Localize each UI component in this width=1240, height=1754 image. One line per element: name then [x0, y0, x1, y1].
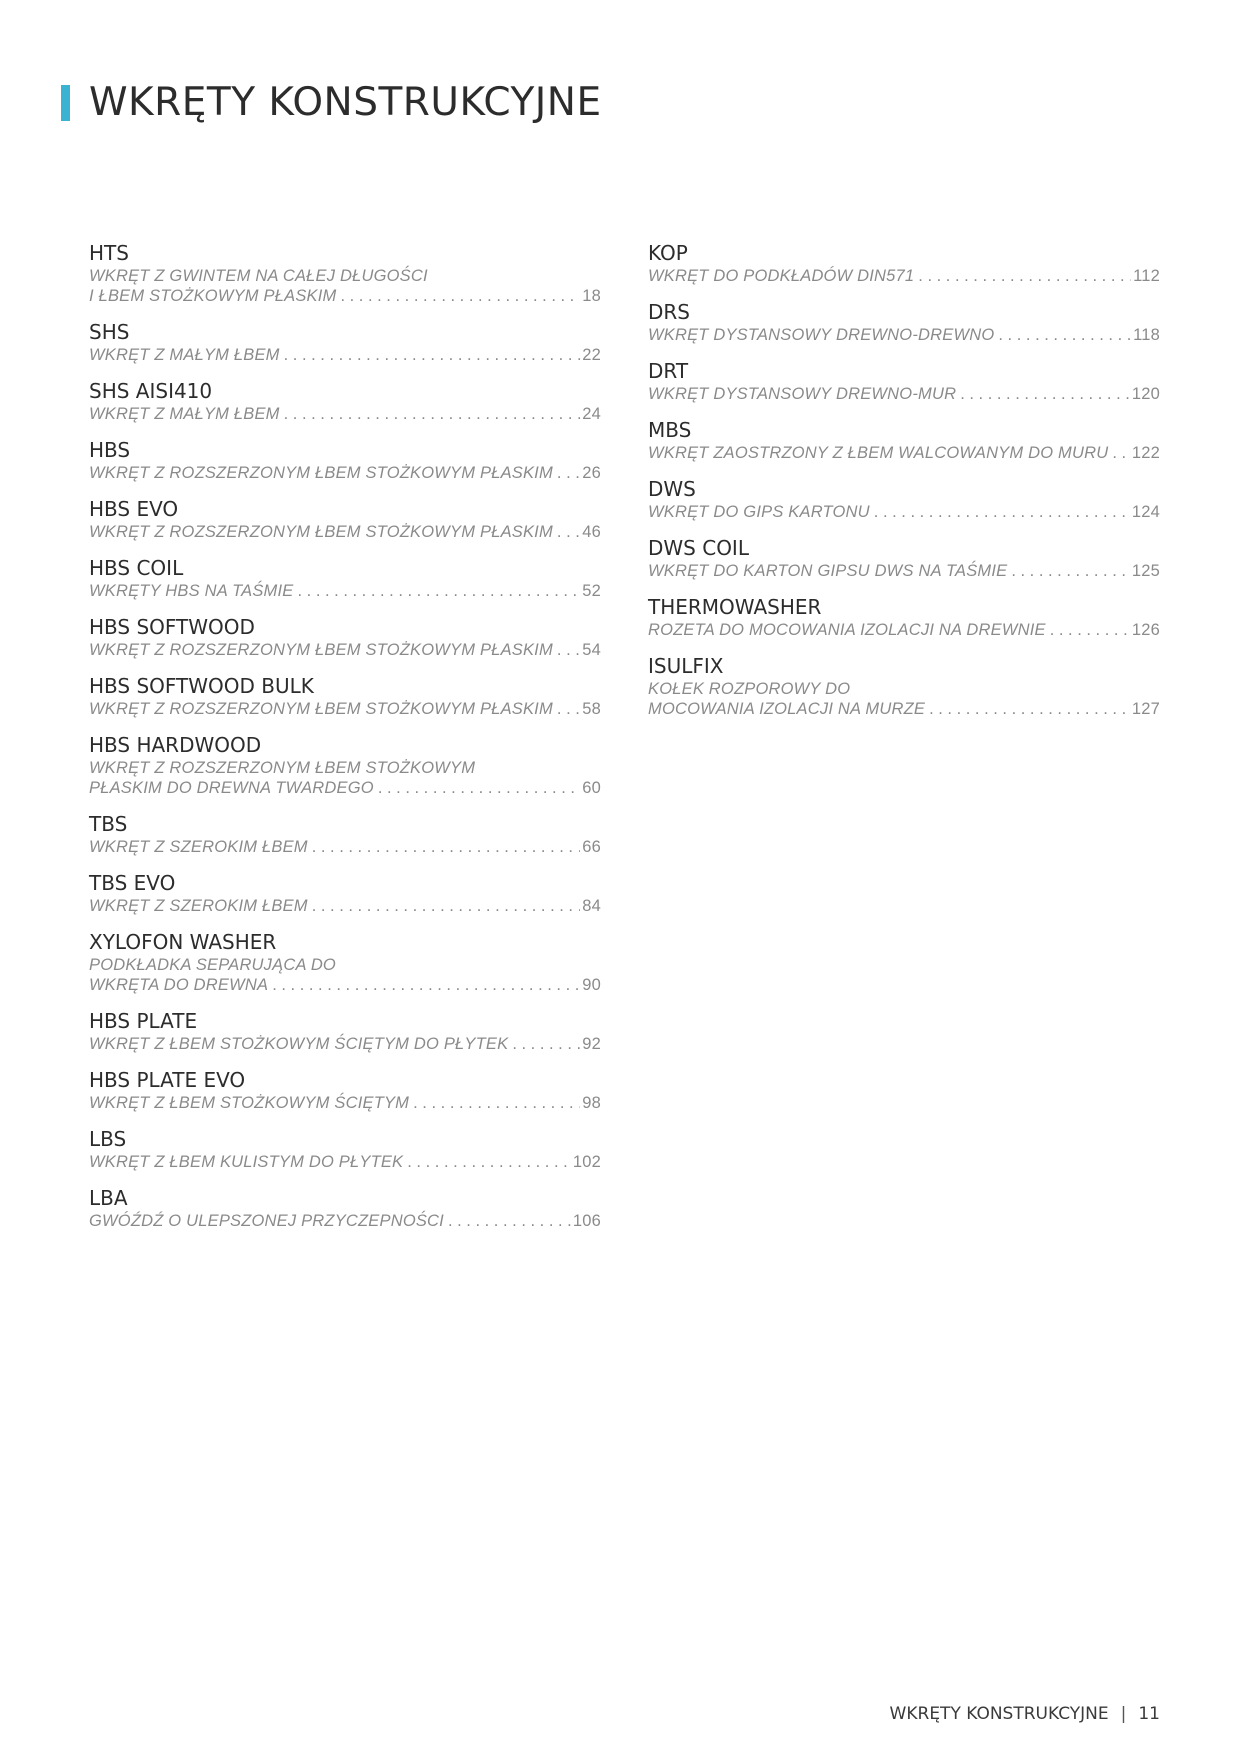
toc-entry-description-line: WKRĘT DO KARTON GIPSU DWS NA TAŚMIE [648, 562, 1008, 580]
toc-entry-description-line: WKRĘT Z ROZSZERZONYM ŁBEM STOŻKOWYM PŁASKIM [89, 641, 553, 659]
toc-entry[interactable] [89, 496, 601, 542]
toc-entry-leader-line [89, 286, 601, 306]
toc-entry-leader-line [89, 1152, 601, 1172]
toc-entry-leader-line [648, 620, 1160, 640]
toc-entry-page-number: 118 [1133, 326, 1160, 344]
dot-leader [378, 778, 580, 798]
toc-entry-description-line: PŁASKIM DO DREWNA TWARDEGO [89, 779, 374, 797]
toc-entry-leader-line [89, 1034, 601, 1054]
toc-entry-description [89, 758, 601, 798]
toc-entry-leader-line [89, 463, 601, 483]
toc-entry-name: HBS PLATE [89, 1009, 198, 1033]
toc-entry-name: HBS SOFTWOOD BULK [89, 674, 314, 698]
toc-entry-page-number: 120 [1131, 385, 1160, 403]
toc-entry-page-number: 66 [582, 838, 601, 856]
toc-entry-description-line: WKRĘT Z ŁBEM STOŻKOWYM ŚCIĘTYM DO PŁYTEK [89, 1035, 509, 1053]
toc-entry-leader-line [648, 325, 1160, 345]
toc-entry-description-line: WKRĘT DYSTANSOWY DREWNO-MUR [648, 385, 957, 403]
toc-entry-leader-line [89, 522, 601, 542]
toc-right-column [648, 240, 1160, 732]
toc-entry-name: THERMOWASHER [648, 595, 822, 619]
toc-entry-page-number: 46 [582, 523, 601, 541]
toc-entry[interactable] [648, 535, 1160, 581]
dot-leader [407, 1152, 571, 1172]
toc-entry-description [648, 679, 1160, 719]
toc-entry-page-number: 52 [582, 582, 601, 600]
toc-entry-leader-line [89, 581, 601, 601]
dot-leader [1011, 561, 1130, 581]
toc-entry-name: HBS SOFTWOOD [89, 615, 255, 639]
toc-entry-description-line: WKRĘT Z MAŁYM ŁBEM [89, 346, 280, 364]
toc-entry[interactable] [89, 437, 601, 483]
toc-entry-page-number: 92 [582, 1035, 601, 1053]
toc-entry[interactable] [89, 870, 601, 916]
toc-entry-name: SHS AISI410 [89, 379, 213, 403]
toc-entry-name: MBS [648, 418, 692, 442]
toc-entry-leader-line [89, 1211, 601, 1231]
toc-entry-page-number: 22 [582, 346, 601, 364]
toc-entry[interactable] [89, 555, 601, 601]
dot-leader [284, 345, 581, 365]
toc-entry-description [89, 640, 601, 660]
toc-entry-name: KOP [648, 241, 688, 265]
dot-leader [312, 896, 581, 916]
footer-separator: | [1120, 1704, 1127, 1724]
toc-entry-page-number: 127 [1131, 700, 1160, 718]
toc-entry-description [648, 266, 1160, 286]
toc-entry[interactable] [648, 299, 1160, 345]
toc-entry-name: TBS [89, 812, 128, 836]
toc-entry-description [89, 955, 601, 995]
page-footer [890, 1704, 1160, 1724]
dot-leader [297, 581, 580, 601]
dot-leader [284, 404, 581, 424]
toc-entry-leader-line [89, 699, 601, 719]
toc-entry-description [89, 1152, 601, 1172]
toc-entry-description-line: KOŁEK ROZPOROWY DO [648, 680, 851, 698]
toc-entry-page-number: 124 [1131, 503, 1160, 521]
toc-entry-description [648, 561, 1160, 581]
toc-entry-page-number: 106 [572, 1212, 601, 1230]
toc-entry[interactable] [89, 1185, 601, 1231]
toc-entry-description [648, 502, 1160, 522]
toc-entry-description-line: WKRĘT Z SZEROKIM ŁBEM [89, 838, 308, 856]
toc-entry-description [648, 384, 1160, 404]
toc-entry[interactable] [89, 929, 601, 995]
toc-entry-name: HBS COIL [89, 556, 184, 580]
toc-entry-description [89, 1093, 601, 1113]
toc-entry-name: LBA [89, 1186, 128, 1210]
toc-entry[interactable] [89, 240, 601, 306]
dot-leader [557, 699, 580, 719]
toc-entry-description-line: WKRĘTA DO DREWNA [89, 976, 269, 994]
dot-leader [960, 384, 1130, 404]
toc-entry-page-number: 58 [582, 700, 601, 718]
toc-entry-name: DRT [648, 359, 689, 383]
toc-entry[interactable] [89, 319, 601, 365]
dot-leader [557, 640, 580, 660]
toc-entry-leader-line [89, 778, 601, 798]
toc-entry-description [648, 443, 1160, 463]
toc-entry-name: DRS [648, 300, 690, 324]
toc-entry-page-number: 125 [1131, 562, 1160, 580]
toc-entry-description [89, 1034, 601, 1054]
dot-leader [557, 463, 580, 483]
toc-entry-page-number: 102 [572, 1153, 601, 1171]
toc-entry-page-number: 90 [582, 976, 601, 994]
toc-entry-leader-line [648, 561, 1160, 581]
dot-leader [998, 325, 1131, 345]
dot-leader [413, 1093, 580, 1113]
dot-leader [312, 837, 581, 857]
toc-entry[interactable] [648, 653, 1160, 719]
toc-entry-page-number: 112 [1133, 267, 1160, 285]
footer-section-title: WKRĘTY KONSTRUKCYJNE [889, 1704, 1109, 1724]
toc-entry[interactable] [89, 614, 601, 660]
toc-entry-name: SHS [89, 320, 130, 344]
toc-entry-page-number: 122 [1131, 444, 1160, 462]
toc-entry-description-line: WKRĘT Z GWINTEM NA CAŁEJ DŁUGOŚCI [89, 267, 428, 285]
dot-leader [929, 699, 1130, 719]
toc-entry-page-number: 126 [1131, 621, 1160, 639]
dot-leader [1050, 620, 1130, 640]
toc-entry[interactable] [648, 417, 1160, 463]
toc-entry-name: LBS [89, 1127, 127, 1151]
toc-entry-description-line: WKRĘT Z SZEROKIM ŁBEM [89, 897, 308, 915]
toc-entry-description-line: GWÓŹDŹ O ULEPSZONEJ PRZYCZEPNOŚCI [89, 1212, 444, 1230]
toc-entry[interactable] [648, 358, 1160, 404]
toc-entry-description [89, 1211, 601, 1231]
toc-entry[interactable] [89, 811, 601, 857]
toc-entry-description-line: WKRĘT Z ŁBEM KULISTYM DO PŁYTEK [89, 1153, 404, 1171]
toc-entry-description-line: WKRĘT Z ROZSZERZONYM ŁBEM STOŻKOWYM PŁASKIM [89, 700, 553, 718]
toc-entry-name: HBS EVO [89, 497, 179, 521]
toc-entry-page-number: 98 [582, 1094, 601, 1112]
toc-entry[interactable] [648, 594, 1160, 640]
toc-entry-leader-line [648, 502, 1160, 522]
dot-leader [874, 502, 1130, 522]
toc-entry-description [89, 404, 601, 424]
toc-entry[interactable] [89, 732, 601, 798]
page-title: WKRĘTY KONSTRUKCYJNE [89, 80, 602, 125]
toc-entry-description [648, 620, 1160, 640]
toc-entry-leader-line [648, 443, 1160, 463]
toc-entry[interactable] [89, 673, 601, 719]
toc-entry-description-line: PODKŁADKA SEPARUJĄCA DO [89, 956, 336, 974]
toc-entry-page-number: 54 [582, 641, 601, 659]
toc-entry-description-line: WKRĘT Z MAŁYM ŁBEM [89, 405, 280, 423]
toc-entry-page-number: 84 [582, 897, 601, 915]
toc-entry-leader-line [89, 837, 601, 857]
toc-entry-description [89, 837, 601, 857]
toc-entry-description-line: WKRĘT Z ŁBEM STOŻKOWYM ŚCIĘTYM [89, 1094, 410, 1112]
toc-entry-page-number: 24 [582, 405, 601, 423]
toc-entry-description [89, 345, 601, 365]
toc-entry-name: HBS PLATE EVO [89, 1068, 246, 1092]
toc-entry-description-line: I ŁBEM STOŻKOWYM PŁASKIM [89, 287, 337, 305]
toc-entry-description-line: ROZETA DO MOCOWANIA IZOLACJI NA DREWNIE [648, 621, 1046, 639]
toc-entry-name: DWS COIL [648, 536, 749, 560]
toc-entry-description-line: WKRĘT Z ROZSZERZONYM ŁBEM STOŻKOWYM [89, 759, 476, 777]
toc-entry-name: HBS HARDWOOD [89, 733, 262, 757]
toc-left-column [89, 240, 601, 1244]
toc-entry-leader-line [89, 896, 601, 916]
toc-entry[interactable] [648, 476, 1160, 522]
dot-leader [557, 522, 580, 542]
toc-entry-page-number: 60 [582, 779, 601, 797]
toc-entry-name: XYLOFON WASHER [89, 930, 277, 954]
toc-entry-description-line: WKRĘTY HBS NA TAŚMIE [89, 582, 294, 600]
toc-entry-leader-line [89, 640, 601, 660]
toc-entry-description [89, 699, 601, 719]
toc-entry-description [648, 325, 1160, 345]
toc-entry-description-line: WKRĘT DO PODKŁADÓW DIN571 [648, 267, 915, 285]
dot-leader [448, 1211, 571, 1231]
toc-entry[interactable] [648, 240, 1160, 286]
toc-entry-description [89, 463, 601, 483]
toc-entry[interactable] [89, 1008, 601, 1054]
toc-entry-description-line: WKRĘT DO GIPS KARTONU [648, 503, 870, 521]
page-header [61, 80, 602, 125]
toc-entry-name: TBS EVO [89, 871, 176, 895]
title-accent-bar [61, 85, 70, 121]
dot-leader [512, 1034, 580, 1054]
toc-entry-name: DWS [648, 477, 696, 501]
toc-entry-description [89, 522, 601, 542]
dot-leader [1112, 443, 1130, 463]
toc-entry-leader-line [89, 345, 601, 365]
toc-entry-page-number: 18 [582, 287, 601, 305]
toc-entry-description-line: WKRĘT Z ROZSZERZONYM ŁBEM STOŻKOWYM PŁASKIM [89, 523, 553, 541]
toc-entry-description-line: WKRĘT Z ROZSZERZONYM ŁBEM STOŻKOWYM PŁASKIM [89, 464, 553, 482]
toc-entry[interactable] [89, 1067, 601, 1113]
toc-entry-description [89, 266, 601, 306]
toc-entry-name: HBS [89, 438, 131, 462]
toc-entry-leader-line [89, 1093, 601, 1113]
dot-leader [340, 286, 580, 306]
dot-leader [272, 975, 580, 995]
toc-entry-leader-line [89, 975, 601, 995]
toc-entry-description-line: MOCOWANIA IZOLACJI NA MURZE [648, 700, 926, 718]
toc-entry-page-number: 26 [582, 464, 601, 482]
toc-entry-description [89, 581, 601, 601]
toc-entry-description-line: WKRĘT DYSTANSOWY DREWNO-DREWNO [648, 326, 995, 344]
toc-entry-leader-line [648, 699, 1160, 719]
toc-entry-name: ISULFIX [648, 654, 724, 678]
toc-entry[interactable] [89, 1126, 601, 1172]
toc-entry-name: HTS [89, 241, 129, 265]
footer-page-number: 11 [1138, 1704, 1160, 1724]
toc-entry-leader-line [648, 384, 1160, 404]
toc-entry-description-line: WKRĘT ZAOSTRZONY Z ŁBEM WALCOWANYM DO MURU [648, 444, 1109, 462]
toc-entry-leader-line [648, 266, 1160, 286]
dot-leader [918, 266, 1131, 286]
toc-entry-description [89, 896, 601, 916]
toc-entry[interactable] [89, 378, 601, 424]
toc-entry-leader-line [89, 404, 601, 424]
